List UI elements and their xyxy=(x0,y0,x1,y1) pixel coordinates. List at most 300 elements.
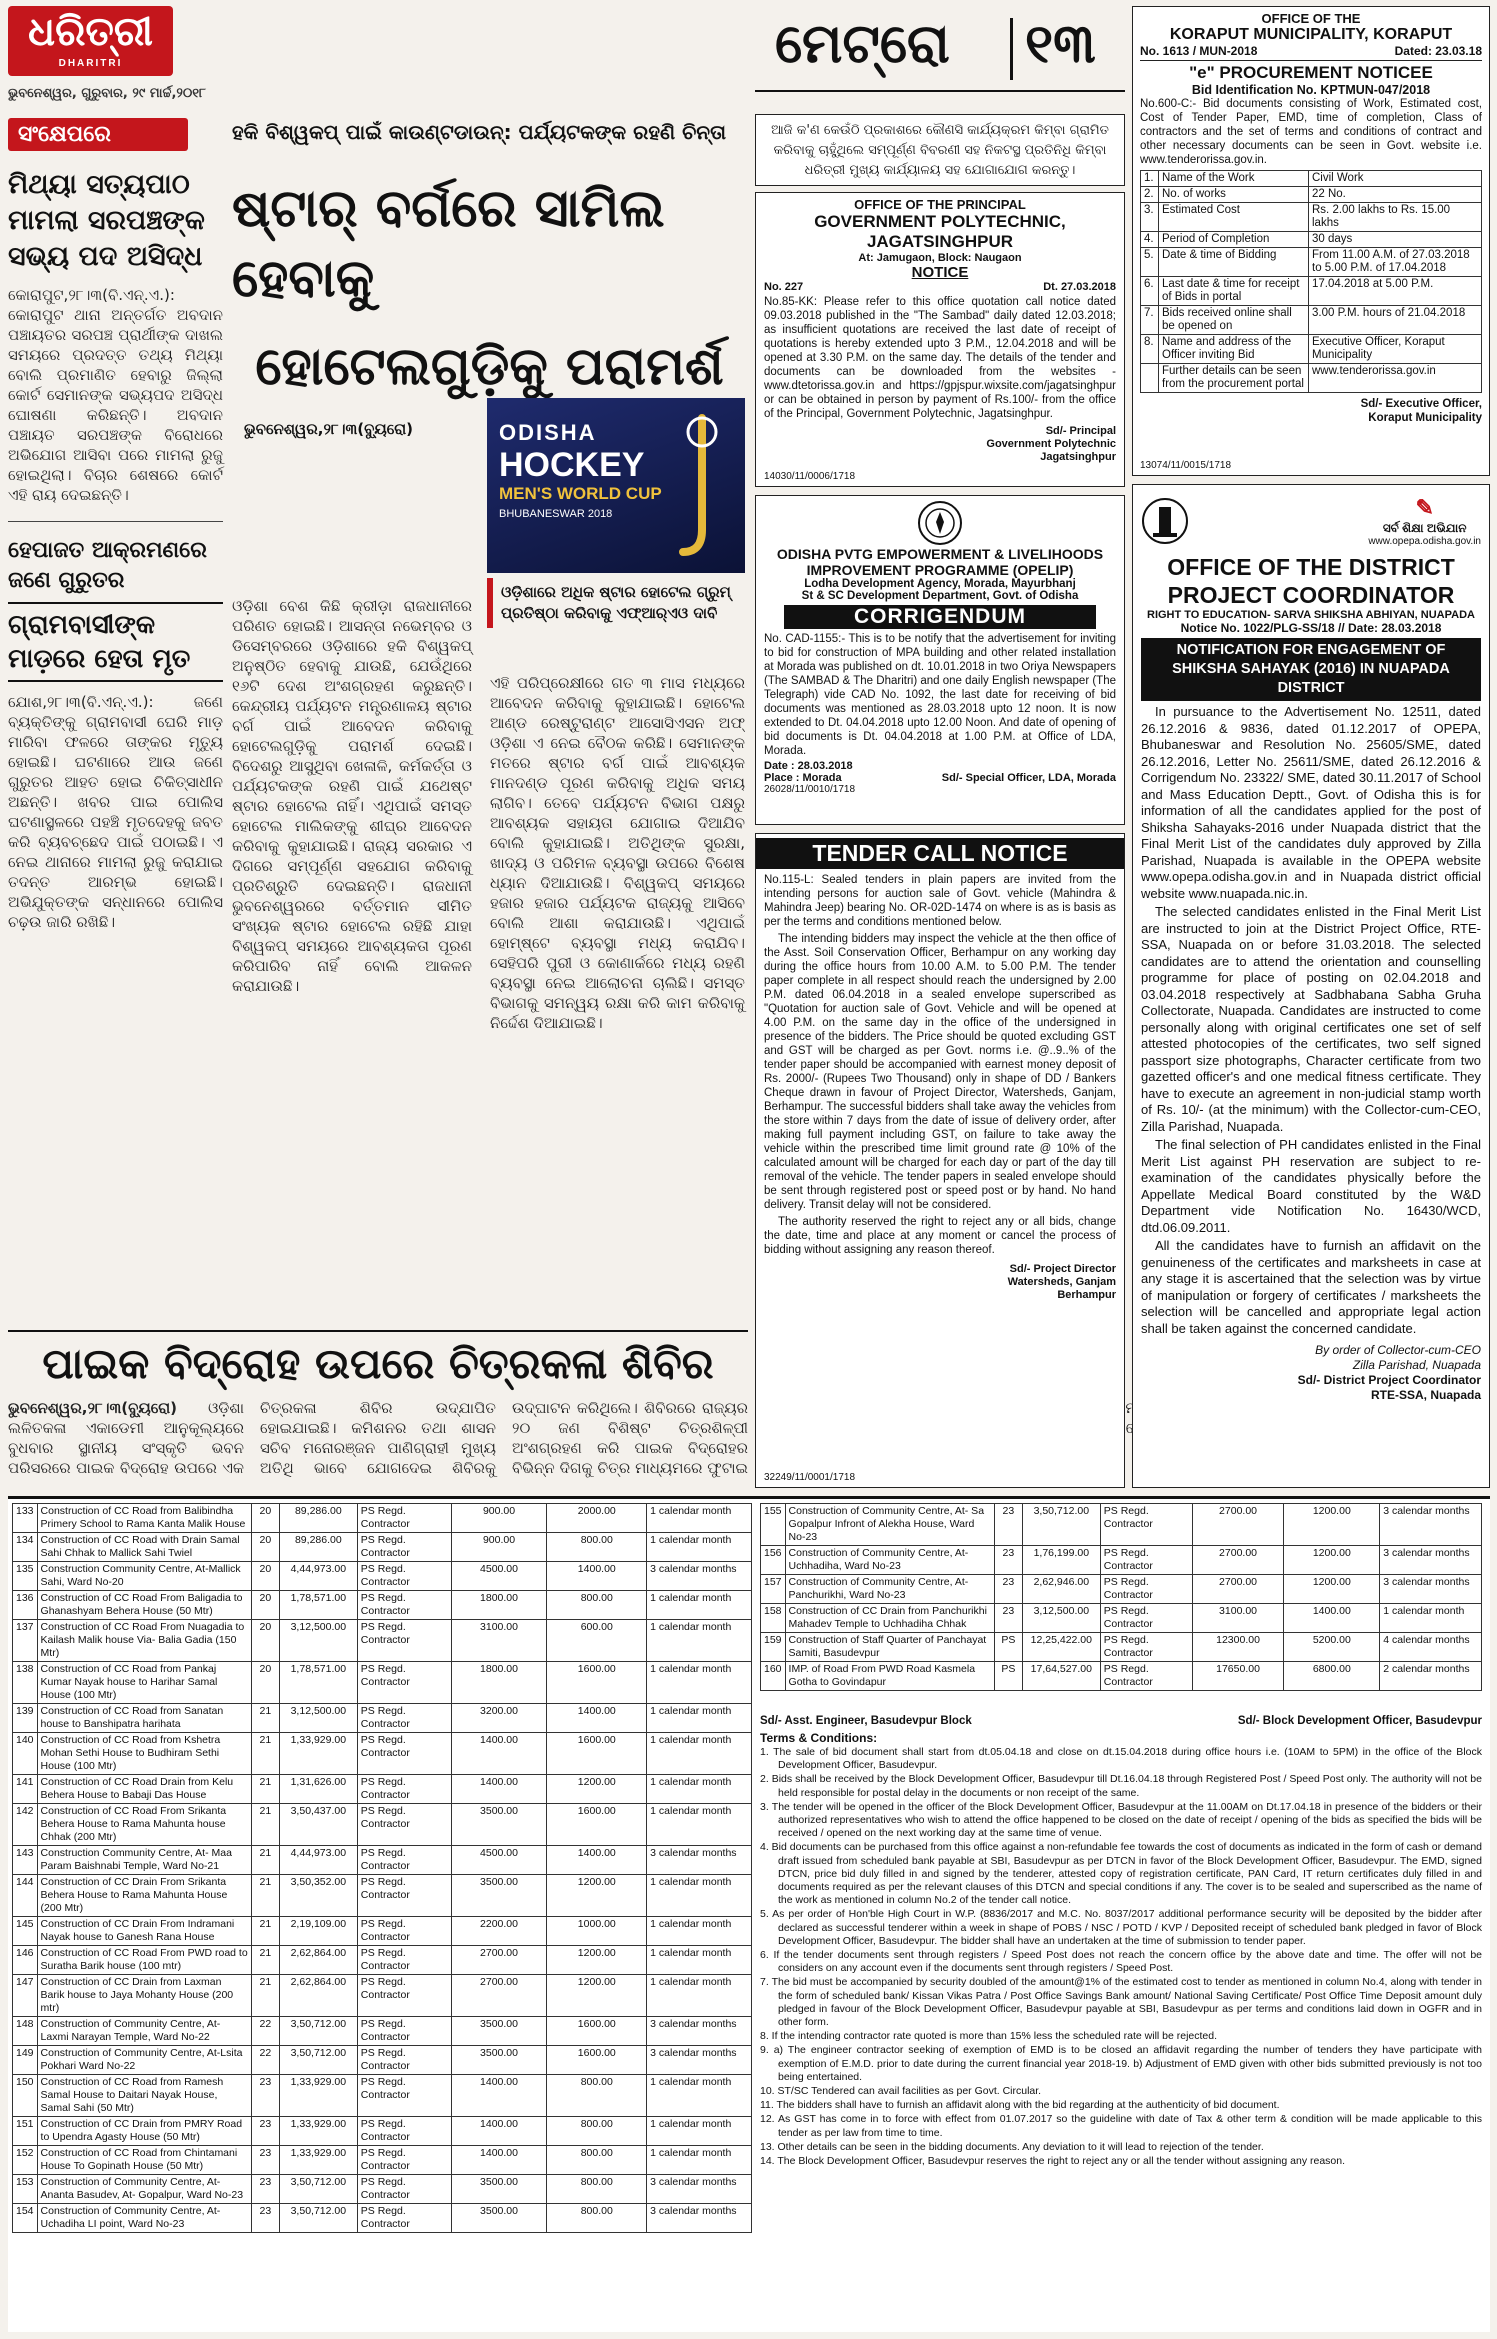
work-row xyxy=(13,1946,752,1975)
ward-no: 23 xyxy=(251,2175,279,2204)
ssa-title-2: PROJECT COORDINATOR xyxy=(1167,582,1455,608)
work-row xyxy=(13,2046,752,2075)
work-name: IMP. of Road From PWD Road Kasmela Gotha to Govindapur xyxy=(785,1662,994,1691)
koraput-table-row xyxy=(1141,277,1482,306)
term-item: 1. The sale of bid document shall start from dt.05.04.18 and close on dt.15.04.2018 during office hours i.e. (10AM to 5PM) in the office of the Block Development Officer, Basudevpur. xyxy=(760,1746,1482,1772)
completion-time: 1 calendar month xyxy=(647,2117,752,2146)
ssa-para-2: The selected candidates enlisted in the Final Merit List are instructed to join at the District Project Office, RTE-SSA, Nuapada on or before 31.03.2018. The selected candidates are to attend the orientation and counselling programme for place of posting on 02.04.2018 and 03.04.2018 respectively at Sadbhabana Sabha Gruha Collectorate, Nuapada. Candidates are instructed to come personally along with original certificates one set of self attested photocopies of the certificates, two self signed passport size photographs, Character certificate from two gazetted officer's and one medical fitness certificate. They have to execute an agreement in non-judicial stamp worth of Rs. 10/- (at the minimum) with the Collector-cum-CEO, Zilla Parishad, Nuapada. xyxy=(1141,904,1481,1134)
ssa-header xyxy=(1141,489,1481,553)
contractor-class: PS Regd. Contractor xyxy=(1100,1504,1192,1546)
row-number: 6. xyxy=(1141,277,1159,306)
work-sl-no: 160 xyxy=(761,1662,786,1691)
ward-no: 23 xyxy=(251,2075,279,2117)
term-item: 14. The Block Development Officer, Basudevpur reserves the right to reject any or all the tender without assigning any reason. xyxy=(760,2155,1346,2168)
tender-paper-cost: 3500.00 xyxy=(451,2204,547,2233)
tender-paper-cost: 900.00 xyxy=(451,1533,547,1562)
estimated-cost: 2,62,864.00 xyxy=(279,1975,357,2017)
tender-paper-cost: 3100.00 xyxy=(451,1620,547,1662)
opelip-line-3: Lodha Development Agency, Morada, Mayurbhanj xyxy=(804,578,1076,590)
completion-time: 1 calendar month xyxy=(647,1917,752,1946)
completion-time: 3 calendar months xyxy=(647,2017,752,2046)
contractor-class: PS Regd. Contractor xyxy=(357,2146,451,2175)
koraput-table-row xyxy=(1141,187,1482,203)
tender-signature xyxy=(764,1263,1116,1302)
work-sl-no: 143 xyxy=(13,1846,38,1875)
poly-sign-2: Government Polytechnic xyxy=(986,438,1116,450)
estimated-cost: 3,12,500.00 xyxy=(1022,1604,1100,1633)
opelip-sign: Sd/- Special Officer, LDA, Morada xyxy=(941,772,1116,784)
hockey-logo xyxy=(487,398,745,573)
tender-paper-cost: 900.00 xyxy=(451,1504,547,1533)
opelip-title: CORRIGENDUM xyxy=(784,605,1096,629)
emd-amount: 800.00 xyxy=(547,2204,647,2233)
row-number: 1. xyxy=(1141,171,1159,187)
ssa-para-3: The final selection of PH candidates enlisted in the Final Merit List against PH reservation are subject to re-examination of the candidates physically before the Appellate Medical Board constituted by the W&D Department vide Notification No. 16430/WCD, dtd.06.09.2011. xyxy=(1141,1137,1481,1235)
tender-paper-cost: 3200.00 xyxy=(451,1704,547,1733)
tender-paper-cost: 2700.00 xyxy=(451,1946,547,1975)
tender-paper-cost: 3100.00 xyxy=(1192,1604,1284,1633)
tender-paper-cost: 3500.00 xyxy=(451,2046,547,2075)
contractor-class: PS Regd. Contractor xyxy=(357,1562,451,1591)
ward-no: 20 xyxy=(251,1533,279,1562)
lead-headline-2: ହୋଟେଲଗୁଡ଼ିକୁ ପରାମର୍ଶ xyxy=(255,337,724,397)
emd-amount: 1600.00 xyxy=(547,1804,647,1846)
work-name: Construction of Community Centre, At-Ananta Basudev, At- Gopalpur, Ward No-23 xyxy=(37,2175,251,2204)
work-sl-no: 145 xyxy=(13,1917,38,1946)
newspaper-logo xyxy=(8,6,173,76)
emd-amount: 1200.00 xyxy=(1284,1504,1380,1546)
tender-paper-cost: 4500.00 xyxy=(451,1562,547,1591)
completion-time: 1 calendar month xyxy=(647,2146,752,2175)
contractor-class: PS Regd. Contractor xyxy=(1100,1575,1192,1604)
koraput-title: "e" PROCUREMENT NOTICEE xyxy=(1189,63,1433,82)
ward-no: 21 xyxy=(251,1875,279,1917)
work-sl-no: 153 xyxy=(13,2175,38,2204)
koraput-table-row xyxy=(1141,171,1482,187)
term-item: 3. The tender will be opened in the officer of the Block Development Officer, Basudevpur at the 11.00AM on Dt.17.04.18 in presence of the bidders or their authorized representatives who wish to attend the office happened to be closed on the date of receipt / opening of the bids as specified the bids will be received / opened on the next working day at the same time of venue. xyxy=(760,1800,1482,1840)
work-row xyxy=(761,1575,1482,1604)
tender-paper-cost: 1800.00 xyxy=(451,1662,547,1704)
opelip-notice xyxy=(755,495,1125,825)
work-row xyxy=(13,1562,752,1591)
koraput-no: No. 1613 / MUN-2018 xyxy=(1140,44,1258,58)
completion-time: 1 calendar month xyxy=(647,1775,752,1804)
completion-time: 1 calendar month xyxy=(647,1946,752,1975)
work-row xyxy=(13,1504,752,1533)
opelip-date: Date : 28.03.2018 xyxy=(764,760,853,772)
dateline: ଭୁବନେଶ୍ୱର, ଗୁରୁବାର, ୨୯ ମାର୍ଚ୍ଚ,୨୦୧୮ xyxy=(8,86,206,101)
term-item: 8. If the intending contractor rate quoted is more than 15% less the scheduled rate will be rejected. xyxy=(760,2030,1218,2043)
work-name: Construction Community Centre, At- Maa Param Baishnabi Temple, Ward No-21 xyxy=(37,1846,251,1875)
emd-amount: 800.00 xyxy=(547,2146,647,2175)
emd-amount: 1200.00 xyxy=(547,1975,647,2017)
ward-no: 23 xyxy=(251,2117,279,2146)
asst-engineer-sign: Sd/- Asst. Engineer, Basudevpur Block xyxy=(760,1715,972,1727)
term-item: 6. If the tender documents sent through registers / Speed Post does not reach the concern office by the above date and time. The offer will not be considers on any account even if the documents sent through registers / Speed Post. xyxy=(760,1949,1482,1975)
section-header xyxy=(755,6,1125,92)
koraput-table-row xyxy=(1141,232,1482,248)
poly-date: Dt. 27.03.2018 xyxy=(1043,281,1116,293)
row-number xyxy=(1141,364,1159,393)
contractor-class: PS Regd. Contractor xyxy=(357,2046,451,2075)
ssa-notice-no: Notice No. 1022/PLG-SS/18 // Date: 28.03.2018 xyxy=(1180,621,1442,635)
koraput-sign-1: Sd/- Executive Officer, xyxy=(1360,398,1482,410)
poly-line-3: JAGATSINGHPUR xyxy=(866,232,1014,251)
work-row xyxy=(13,1704,752,1733)
ward-no: 22 xyxy=(251,2046,279,2075)
estimated-cost: 3,50,437.00 xyxy=(279,1804,357,1846)
logo-line-2: HOCKEY xyxy=(499,446,645,484)
ward-no: 20 xyxy=(251,1620,279,1662)
row-label: Estimated Cost xyxy=(1159,203,1309,232)
logo-text: ଧରିତ୍ରୀ xyxy=(28,9,153,55)
completion-time: 3 calendar months xyxy=(1380,1546,1482,1575)
estimated-cost: 3,12,500.00 xyxy=(279,1704,357,1733)
row-value: Civil Work xyxy=(1309,171,1482,187)
row-value: 22 No. xyxy=(1309,187,1482,203)
contractor-class: PS Regd. Contractor xyxy=(357,1875,451,1917)
work-name: Construction of CC Road from Ramesh Samal House to Daitari Nayak House, Samal Sahi (50 Mtr) xyxy=(37,2075,251,2117)
basudevpur-tender xyxy=(8,1496,1490,2332)
contractor-class: PS Regd. Contractor xyxy=(357,1975,451,2017)
emd-amount: 1000.00 xyxy=(547,1917,647,1946)
opelip-place: Place : Morada xyxy=(764,772,842,784)
ward-no: 23 xyxy=(994,1575,1022,1604)
contractor-class: PS Regd. Contractor xyxy=(357,2117,451,2146)
completion-time: 3 calendar months xyxy=(647,1846,752,1875)
tender-paper-cost: 1400.00 xyxy=(451,1775,547,1804)
work-name: Construction of Community Centre, At-Uchhadiha, Ward No-23 xyxy=(785,1546,994,1575)
estimated-cost: 1,31,626.00 xyxy=(279,1775,357,1804)
basudevpur-terms xyxy=(760,1715,1482,2168)
tender-para-2: The intending bidders may inspect the vehicle at the then office of the Asst. Soil Conservation Officer, Berhampur on any working day during the office hours from 10.00 A.M. to 5.00 P.M. The tender paper complete in all respect should reach the undersigned by 2.00 P.M. dated 06.04.2018 in a sealed envelope superscribed as "Quotation for auction sale of Govt. Vehicle and will be opened at 4.00 P.M. on the same day in the office of the undersigned in presence of the bidders. The Price should be quoted excluding GST and GST will be charged as per Govt. norms i.e. @..9..% of the tender paper should be accompanied with earnest money deposit of Rs. 2000/- (Rupees Two Thousand) only in shape of DD / Bankers Cheque drawn in favour of Project Director, Watersheds, Ganjam, Berhampur. The successful bidders shall take away the vehicles from the store within 7 days from the date of issue of delivery order, after making full payment including GST, on failure to take away the vehicle within the prescribed time limit ground rate @ 10% of the calculated amount will be charged for each day or part of the day till removal of the vehicle. The tender papers in sealed envelope should be sent through registered post or speed post or by hand. No hand delivery. Transit delay will not be considered. xyxy=(764,933,1116,1211)
ssa-sign-1: By order of Collector-cum-CEO xyxy=(1315,1343,1481,1357)
ssa-url: www.opepa.odisha.gov.in xyxy=(1368,536,1481,547)
completion-time: 3 calendar months xyxy=(1380,1575,1482,1604)
lead-story xyxy=(232,118,747,1318)
tender-paper-cost: 1400.00 xyxy=(451,2075,547,2117)
completion-time: 3 calendar months xyxy=(647,2046,752,2075)
tender-sign-3: Berhampur xyxy=(1057,1289,1116,1301)
estimated-cost: 1,78,571.00 xyxy=(279,1591,357,1620)
estimated-cost: 1,33,929.00 xyxy=(279,2117,357,2146)
work-row xyxy=(761,1546,1482,1575)
lead-body-col-2: ଏହି ପରିପ୍ରେକ୍ଷୀରେ ଗତ ୩ ମାସ ମଧ୍ୟରେ ଆବେଦନ କରିବାକୁ କୁହାଯାଇଛି। ହୋଟେଲ ଆଣ୍ଡ ରେଷ୍ଟୁରାଣ୍ଟ ଆସୋସିଏସନ ଅଫ୍ ଓଡ଼ିଶା ଏ ନେଇ ବୈଠକ କରିଛି। ସେମାନଙ୍କ ମତରେ ଷ୍ଟାର ବର୍ଗ ପାଇଁ ଆବଶ୍ୟକ ମାନଦଣ୍ଡ ପୂରଣ କରିବାକୁ ଅଧିକ ସମୟ ଲାଗିବ। ତେବେ ପର୍ଯ୍ୟଟନ ବିଭାଗ ପକ୍ଷରୁ ଆବଶ୍ୟକ ସହାୟତା ଯୋଗାଇ ଦିଆଯିବ ବୋଲି କୁହାଯାଇଛି। ଅତିଥିଙ୍କ ସୁରକ୍ଷା, ଖାଦ୍ୟ ଓ ପରିମଳ ବ୍ୟବସ୍ଥା ଉପରେ ବିଶେଷ ଧ୍ୟାନ ଦିଆଯାଉଛି। ବିଶ୍ୱକପ୍ ସମୟରେ ହଜାର ହଜାର ପର୍ଯ୍ୟଟକ ରାଜ୍ୟକୁ ଆସିବେ ବୋଲି ଆଶା କରାଯାଉଛି। ଏଥିପାଇଁ ହୋମ୍‌ଷ୍ଟେ ବ୍ୟବସ୍ଥା ମଧ୍ୟ କରାଯିବ। ସେହିପରି ପୁରୀ ଓ କୋଣାର୍କରେ ମଧ୍ୟ ରହଣି ବ୍ୟବସ୍ଥା ନେଇ ଆଲୋଚନା ଚାଲିଛି। ସମସ୍ତ ବିଭାଗକୁ ସମନ୍ୱୟ ରକ୍ଷା କରି କାମ କରିବାକୁ ନିର୍ଦ୍ଦେଶ ଦିଆଯାଇଛି। xyxy=(490,674,745,1032)
emd-amount: 800.00 xyxy=(547,1591,647,1620)
work-sl-no: 141 xyxy=(13,1775,38,1804)
estimated-cost: 12,25,422.00 xyxy=(1022,1633,1100,1662)
tender-sign-1: Sd/- Project Director xyxy=(1009,1263,1116,1275)
work-sl-no: 138 xyxy=(13,1662,38,1704)
contractor-class: PS Regd. Contractor xyxy=(357,1775,451,1804)
terms-title: Terms & Conditions: xyxy=(760,1731,878,1745)
koraput-code: 13074/11/0015/1718 xyxy=(1140,460,1232,471)
completion-time: 1 calendar month xyxy=(647,2075,752,2117)
opelip-footer xyxy=(764,760,1116,784)
polytechnic-notice xyxy=(755,192,1125,487)
work-sl-no: 158 xyxy=(761,1604,786,1633)
completion-time: 3 calendar months xyxy=(647,1562,752,1591)
emd-amount: 2000.00 xyxy=(547,1504,647,1533)
opelip-line-2: IMPROVEMENT PROGRAMME (OPELIP) xyxy=(806,562,1074,578)
completion-time: 1 calendar month xyxy=(647,1804,752,1846)
koraput-bid-id: Bid Identification No. KPTMUN-047/2018 xyxy=(1191,83,1431,97)
term-item: 10. ST/SC Tendered can avail facilities as per Govt. Circular. xyxy=(760,2085,1042,2098)
estimated-cost: 1,33,929.00 xyxy=(279,1733,357,1775)
work-row xyxy=(13,1775,752,1804)
ssa-sign-3: Sd/- District Project Coordinator xyxy=(1297,1373,1481,1387)
basudevpur-signatures xyxy=(760,1715,1482,1727)
terms-list xyxy=(760,1746,1482,2168)
ward-no: 20 xyxy=(251,1662,279,1704)
koraput-line-1: OFFICE OF THE xyxy=(1261,11,1361,26)
second-body xyxy=(8,1398,748,1478)
estimated-cost: 89,286.00 xyxy=(279,1504,357,1533)
completion-time: 1 calendar month xyxy=(647,1504,752,1533)
estimated-cost: 2,62,946.00 xyxy=(1022,1575,1100,1604)
work-sl-no: 157 xyxy=(761,1575,786,1604)
work-name: Construction of Community Centre, At-Laxmi Narayan Temple, Ward No-22 xyxy=(37,2017,251,2046)
contractor-class: PS Regd. Contractor xyxy=(1100,1633,1192,1662)
koraput-table-row xyxy=(1141,306,1482,335)
estimated-cost: 1,33,929.00 xyxy=(279,2075,357,2117)
poly-sign-1: Sd/- Principal xyxy=(1045,425,1116,437)
estimated-cost: 1,78,571.00 xyxy=(279,1662,357,1704)
poly-body: No.85-KK: Please refer to this office quotation call notice dated 09.03.2018 published in the "The Sambad" daily dated 12.03.2018; as insufficient quotations are received the last date of receipt of quotations is hereby extended upto 3 P.M., 12.04.2018 and will be opened at 3.30 P.M. on the same day. The details of the tender and documents can be downloaded from the websites - www.dtetorissa.gov.in and https://gpjspur.wixsite.com/jagatsinghpur or can be obtained in person by payment of Rs.100/- from the office of the Principal, Government Polytechnic, Jagatsinghpur. xyxy=(764,296,1116,420)
poly-no: No. 227 xyxy=(764,281,804,293)
term-item: 5. As per order of Hon'ble High Court in W.P. (8836/2017 and M.C. No. 8037/2017 additional performance security will be deposited by the bidder after declared as successful tenderer within a week in shape of POBS / NSC / POTD / KVP / Deposited receipt of scheduled bank pledged in favor of Block Development Officer, Basudevpur. The bidder shall have an undertaken at the time of submission to tender paper. xyxy=(760,1908,1482,1947)
emd-amount: 1200.00 xyxy=(547,1775,647,1804)
work-row xyxy=(761,1662,1482,1691)
row-label: Date & time of Bidding xyxy=(1159,248,1309,277)
term-item: 11. The bidders shall have to furnish an affidavit along with the bid regarding at the authenticity of bid document. xyxy=(760,2099,1280,2112)
ward-no: 21 xyxy=(251,1733,279,1775)
ward-no: 23 xyxy=(994,1604,1022,1633)
koraput-table xyxy=(1140,170,1482,393)
completion-time: 2 calendar months xyxy=(1380,1662,1482,1691)
poly-line-4: At: Jamugaon, Block: Naugaon xyxy=(858,252,1022,264)
logo-subtext: DHARITRI xyxy=(58,58,123,69)
row-label: No. of works xyxy=(1159,187,1309,203)
poly-line-1: OFFICE OF THE PRINCIPAL xyxy=(854,197,1026,212)
work-sl-no: 142 xyxy=(13,1804,38,1846)
ssa-notice xyxy=(1132,484,1490,1488)
row-number: 7. xyxy=(1141,306,1159,335)
work-sl-no: 154 xyxy=(13,2204,38,2233)
completion-time: 1 calendar month xyxy=(647,1733,752,1775)
emd-amount: 1200.00 xyxy=(547,1875,647,1917)
poly-signature xyxy=(764,425,1116,464)
term-item: 13. Other details can be seen in the bidding documents. Any deviation to it will lead to rejection of the tender. xyxy=(760,2140,1264,2153)
row-number: 5. xyxy=(1141,248,1159,277)
work-sl-no: 151 xyxy=(13,2117,38,2146)
ward-no: 20 xyxy=(251,1562,279,1591)
work-name: Construction of CC Road From Baligadia to Ghanashyam Behera House (50 Mtr) xyxy=(37,1591,251,1620)
completion-time: 1 calendar month xyxy=(647,1620,752,1662)
completion-time: 1 calendar month xyxy=(647,1704,752,1733)
ssa-bar: NOTIFICATION FOR ENGAGEMENT OF SHIKSHA SAHAYAK (2016) IN NUAPADA DISTRICT xyxy=(1141,638,1481,701)
emd-amount: 1400.00 xyxy=(1284,1604,1380,1633)
emd-amount: 5200.00 xyxy=(1284,1633,1380,1662)
row-value: 3.00 P.M. hours of 21.04.2018 xyxy=(1309,306,1482,335)
estimated-cost: 4,44,973.00 xyxy=(279,1846,357,1875)
work-name: Construction of CC Drain from Laxman Barik house to Jaya Mohanty House (200 mtr) xyxy=(37,1975,251,2017)
work-row xyxy=(13,1975,752,2017)
work-row xyxy=(13,2075,752,2117)
ward-no: 23 xyxy=(251,2204,279,2233)
row-value: 30 days xyxy=(1309,232,1482,248)
koraput-table-row xyxy=(1141,335,1482,364)
logo-line-1: ODISHA xyxy=(499,420,597,445)
emd-amount: 600.00 xyxy=(547,1620,647,1662)
work-name: Construction of CC Road from Chintamani House To Gopinath House (50 Mtr) xyxy=(37,2146,251,2175)
work-sl-no: 146 xyxy=(13,1946,38,1975)
work-row xyxy=(761,1504,1482,1546)
work-name: Construction of CC Road from Sanatan house to Banshipatra harihata xyxy=(37,1704,251,1733)
ward-no: 21 xyxy=(251,1975,279,2017)
contractor-class: PS Regd. Contractor xyxy=(357,2175,451,2204)
contractor-class: PS Regd. Contractor xyxy=(357,1704,451,1733)
brief-body-1: କୋରାପୁଟ,୨୮।୩(ବି.ଏନ୍.ଏ.): କୋରାପୁଟ ଥାନା ଅନ୍ତର୍ଗତ ଅବଦାନ ପଞ୍ଚାୟତର ସରପଞ୍ଚ ପ୍ରାର୍ଥୀଙ୍କ ଦାଖଲ ସମୟରେ ପ୍ରଦତ୍ତ ତଥ୍ୟ ମିଥ୍ୟା ବୋଲି ପ୍ରମାଣିତ ହେବାରୁ ଜିଲ୍ଲା କୋର୍ଟ ସେମାନଙ୍କ ସଭ୍ୟପଦ ଅସିଦ୍ଧ ଘୋଷଣା କରିଛନ୍ତି। ଅବଦାନ ପଞ୍ଚାୟତ ସରପଞ୍ଚଙ୍କ ବିରୋଧରେ ଅଭିଯୋଗ ଆସିବା ପରେ ମାମଲା ରୁଜୁ ହୋଇଥିଲା। ବିଚାର ଶେଷରେ କୋର୍ଟ ଏହି ରାୟ ଦେଇଛନ୍ତି। xyxy=(8,286,223,504)
tender-paper-cost: 1400.00 xyxy=(451,2117,547,2146)
estimated-cost: 4,44,973.00 xyxy=(279,1562,357,1591)
row-value: 17.04.2018 at 5.00 P.M. xyxy=(1309,277,1482,306)
emd-amount: 800.00 xyxy=(547,2117,647,2146)
second-headline: ପାଇକ ବିଦ୍ରୋହ ଉପରେ ଚିତ୍ରକଳା ଶିବିର xyxy=(42,1339,714,1388)
contractor-class: PS Regd. Contractor xyxy=(1100,1604,1192,1633)
poly-line-2: GOVERNMENT POLYTECHNIC, xyxy=(814,212,1066,231)
tender-paper-cost: 2700.00 xyxy=(1192,1504,1284,1546)
tender-paper-cost: 12300.00 xyxy=(1192,1633,1284,1662)
government-seal-icon xyxy=(917,500,963,546)
koraput-intro: No.600-C:- Bid documents consisting of Work, Estimated cost, Cost of Tender Paper, EMD, time of completion, Class of contractors and the set of terms and conditions of contract and other necessary documents can be seen in Govt. website i.e. www.tenderorissa.gov.in. xyxy=(1140,98,1482,166)
ssa-para-1: In pursuance to the Advertisement No. 12511, dated 26.12.2016 & 9836, dated 01.12.2017 of OPEPA, Bhubaneswar and Resolution No. 25605/SME, dated 26.12.2016, Letter No. 25611/SME, dated 26.12.2016 & Corrigendum No. 23322/ SME, dated 30.11.2017 of School and Mass Education Deptt., Govt. of Odisha this is for information of all the candidates applied for the post of Shiksha Sahayaks-2016 under Nuapada district that the Final Merit List of the candidates duly approved by Zilla Parishad, Nuapada is available in the OPEPA website www.opepa.odisha.gov.in and in Nuapada district official website www.nuapada.nic.in. xyxy=(1141,704,1481,901)
brief-column xyxy=(8,118,223,1338)
work-sl-no: 144 xyxy=(13,1875,38,1917)
ssa-brand xyxy=(1368,495,1481,547)
work-row xyxy=(13,2146,752,2175)
works-table-left xyxy=(12,1503,752,2233)
row-value: Executive Officer, Koraput Municipality xyxy=(1309,335,1482,364)
contractor-class: PS Regd. Contractor xyxy=(357,1591,451,1620)
work-name: Construction of Community Centre, At-Panchurikhi, Ward No-23 xyxy=(785,1575,994,1604)
ssa-title-1: OFFICE OF THE DISTRICT xyxy=(1167,554,1455,580)
tender-paper-cost: 17650.00 xyxy=(1192,1662,1284,1691)
ssa-signature xyxy=(1141,1343,1481,1403)
tender-paper-cost: 2700.00 xyxy=(451,1975,547,2017)
estimated-cost: 3,50,712.00 xyxy=(1022,1504,1100,1546)
work-name: Construction of CC Drain From Indramani Nayak house to Ganesh Rana House xyxy=(37,1917,251,1946)
estimated-cost: 3,50,712.00 xyxy=(279,2046,357,2075)
koraput-dated: Dated: 23.03.18 xyxy=(1394,44,1482,58)
emd-amount: 800.00 xyxy=(547,1533,647,1562)
contractor-class: PS Regd. Contractor xyxy=(357,1846,451,1875)
completion-time: 1 calendar month xyxy=(647,1662,752,1704)
term-item: 2. Bids shall be received by the Block Development Officer, Basudevpur till Dt.16.04.18 through Registered Post / Speed Post only. The authority will not be held responsible for postal delay in the documents or non receipt of the same. xyxy=(760,1773,1482,1799)
koraput-signature xyxy=(1140,397,1482,425)
masthead xyxy=(8,6,768,110)
contractor-class: PS Regd. Contractor xyxy=(1100,1662,1192,1691)
contractor-class: PS Regd. Contractor xyxy=(357,1946,451,1975)
row-number: 3. xyxy=(1141,203,1159,232)
work-sl-no: 133 xyxy=(13,1504,38,1533)
brief-body-2: ଯୋଶ,୨୮।୩(ବି.ଏନ୍.ଏ.): ଜଣେ ବ୍ୟକ୍ତିଙ୍କୁ ଗ୍ରାମବାସୀ ଘେରି ମାଡ଼ ମାରିବା ଫଳରେ ତାଙ୍କର ମୃତ୍ୟୁ ହୋଇଛି। ଘଟଣାରେ ଆଉ ଜଣେ ଗୁରୁତର ଆହତ ହୋଇ ଚିକିତ୍ସାଧୀନ ଅଛନ୍ତି। ଖବର ପାଇ ପୋଲିସ ଘଟଣାସ୍ଥଳରେ ପହଞ୍ଚି ମୃତଦେହକୁ ଜବତ କରି ବ୍ୟବଚ୍ଛେଦ ପାଇଁ ପଠାଇଛି। ଏ ନେଇ ଥାନାରେ ମାମଲା ରୁଜୁ କରାଯାଇ ତଦନ୍ତ ଆରମ୍ଭ ହୋଇଛି। ଅଭିଯୁକ୍ତଙ୍କ ସନ୍ଧାନରେ ପୋଲିସ ଚଢ଼ଉ ଜାରି ରଖିଛି। xyxy=(8,693,223,931)
contractor-class: PS Regd. Contractor xyxy=(357,2017,451,2046)
emd-amount: 1400.00 xyxy=(547,1562,647,1591)
ward-no: PS xyxy=(994,1662,1022,1691)
work-name: Construction of Staff Quarter of Panchayat Samiti, Basudevpur xyxy=(785,1633,994,1662)
second-dateline: ଭୁବନେଶ୍ୱର,୨୮।୩(ବ୍ୟୁରୋ) xyxy=(8,1399,178,1417)
koraput-line-2: KORAPUT MUNICIPALITY, KORAPUT xyxy=(1169,26,1453,43)
work-name: Construction Community Centre, At-Mallick Sahi, Ward No-20 xyxy=(37,1562,251,1591)
work-row xyxy=(13,2017,752,2046)
ward-no: 22 xyxy=(251,2017,279,2046)
work-row xyxy=(761,1633,1482,1662)
tender-paper-cost: 3500.00 xyxy=(451,1804,547,1846)
ward-no: PS xyxy=(994,1633,1022,1662)
brief-tag: ସଂକ୍ଷେପରେ xyxy=(8,118,188,151)
second-story xyxy=(8,1330,748,1490)
government-seal-icon xyxy=(1141,493,1189,549)
work-sl-no: 139 xyxy=(13,1704,38,1733)
lead-dateline: ଭୁବନେଶ୍ୱର,୨୮।୩(ବ୍ୟୁରୋ) xyxy=(244,420,414,438)
tender-paper-cost: 3500.00 xyxy=(451,2175,547,2204)
ssa-para-4: All the candidates have to furnish an affidavit on the genuineness of the certificates and marksheets in case at any stage it is ascertained that the selection was by virtue of manipulation or forgery of certificates / marksheets the selection will be cancelled and appropriate legal action shall be taken against the concerned candidate. xyxy=(1141,1238,1481,1336)
section-title: ମେଟ୍ରୋ xyxy=(775,12,950,75)
row-label: Period of Completion xyxy=(1159,232,1309,248)
work-name: Construction of CC Road from Kshetra Mohan Sethi House to Budhiram Sethi House (100 Mtr) xyxy=(37,1733,251,1775)
koraput-table-row xyxy=(1141,248,1482,277)
tender-paper-cost: 3500.00 xyxy=(451,2017,547,2046)
contractor-class: PS Regd. Contractor xyxy=(357,1917,451,1946)
completion-time: 1 calendar month xyxy=(647,1975,752,2017)
works-table-right xyxy=(760,1503,1482,1691)
emd-amount: 1400.00 xyxy=(547,1846,647,1875)
emd-amount: 800.00 xyxy=(547,2175,647,2204)
estimated-cost: 3,50,712.00 xyxy=(279,2175,357,2204)
poly-code: 14030/11/0006/1718 xyxy=(764,471,856,482)
completion-time: 4 calendar months xyxy=(1380,1633,1482,1662)
row-number: 4. xyxy=(1141,232,1159,248)
estimated-cost: 89,286.00 xyxy=(279,1533,357,1562)
contractor-class: PS Regd. Contractor xyxy=(357,1504,451,1533)
emd-amount: 1400.00 xyxy=(547,1704,647,1733)
tender-paper-cost: 2700.00 xyxy=(1192,1575,1284,1604)
ward-no: 21 xyxy=(251,1846,279,1875)
ward-no: 23 xyxy=(994,1546,1022,1575)
ward-no: 20 xyxy=(251,1591,279,1620)
completion-time: 1 calendar month xyxy=(647,1875,752,1917)
work-row xyxy=(13,1533,752,1562)
work-row xyxy=(761,1604,1482,1633)
work-sl-no: 137 xyxy=(13,1620,38,1662)
work-row xyxy=(13,1733,752,1775)
row-number: 8. xyxy=(1141,335,1159,364)
tender-paper-cost: 2200.00 xyxy=(451,1917,547,1946)
brief-headline-1: ମିଥ୍ୟା ସତ୍ୟପାଠ ମାମଲା ସରପଞ୍ଚଙ୍କ ସଭ୍ୟ ପଦ ଅସିଦ୍ଧ xyxy=(8,169,205,272)
work-row xyxy=(13,1804,752,1846)
tender-paper-cost: 4500.00 xyxy=(451,1846,547,1875)
work-row xyxy=(13,2117,752,2146)
koraput-table-row xyxy=(1141,203,1482,232)
ward-no: 21 xyxy=(251,1704,279,1733)
contractor-class: PS Regd. Contractor xyxy=(357,2075,451,2117)
work-sl-no: 156 xyxy=(761,1546,786,1575)
work-sl-no: 148 xyxy=(13,2017,38,2046)
tender-paper-cost: 1800.00 xyxy=(451,1591,547,1620)
work-name: Construction of CC Drain from PMRY Road to Upendra Agasty House (50 Mtr) xyxy=(37,2117,251,2146)
emd-amount: 1600.00 xyxy=(547,2046,647,2075)
